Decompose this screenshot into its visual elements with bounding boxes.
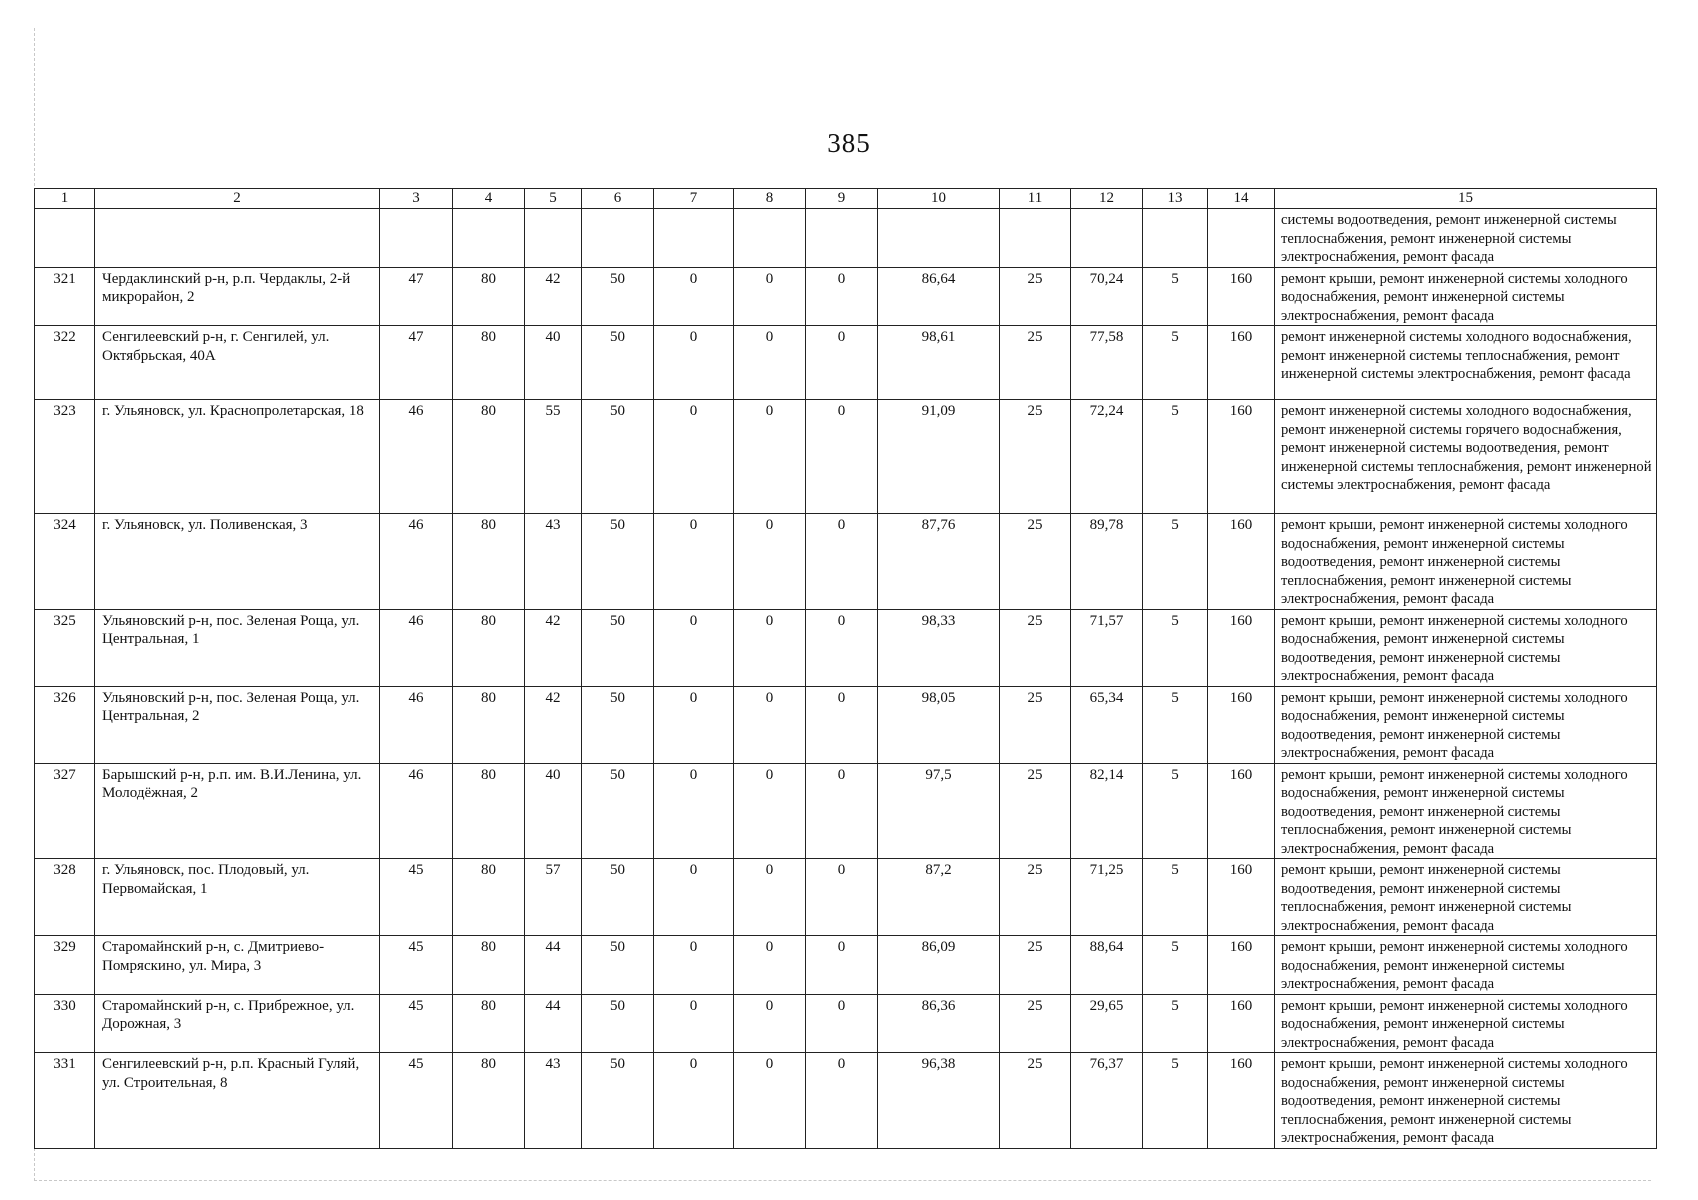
column-header: 5 xyxy=(525,189,582,209)
address-cell: Старомайнский р-н, с. Прибрежное, ул. Дорожная, 3 xyxy=(95,994,380,1053)
value-cell: 55 xyxy=(525,400,582,514)
value-cell: 0 xyxy=(734,514,806,610)
value-cell: 80 xyxy=(453,609,525,686)
value-cell: 0 xyxy=(654,326,734,400)
value-cell: 72,24 xyxy=(1071,400,1143,514)
table-row xyxy=(35,326,1657,400)
value-cell: 5 xyxy=(1143,859,1208,936)
value-cell: 160 xyxy=(1208,326,1275,400)
table-row xyxy=(35,609,1657,686)
row-number-cell: 330 xyxy=(35,994,95,1053)
table-row xyxy=(35,400,1657,514)
value-cell: 46 xyxy=(380,686,453,763)
column-header: 8 xyxy=(734,189,806,209)
works-list-cell: ремонт крыши, ремонт инженерной системы холодного водоснабжения, ремонт инженерной системы водоотведения, ремонт инженерной системы теплоснабжения, ремонт инженерной системы электроснабжения, ремонт фасада xyxy=(1275,763,1657,859)
value-cell: 98,61 xyxy=(878,326,1000,400)
value-cell: 0 xyxy=(734,994,806,1053)
column-header: 2 xyxy=(95,189,380,209)
value-cell: 160 xyxy=(1208,1053,1275,1149)
address-cell: Сенгилеевский р-н, р.п. Красный Гуляй, ул. Строительная, 8 xyxy=(95,1053,380,1149)
table-row xyxy=(35,859,1657,936)
value-cell: 80 xyxy=(453,400,525,514)
value-cell: 0 xyxy=(654,763,734,859)
value-cell: 0 xyxy=(806,994,878,1053)
table-row xyxy=(35,1053,1657,1149)
table-row xyxy=(35,763,1657,859)
value-cell: 0 xyxy=(734,686,806,763)
address-cell: Ульяновский р-н, пос. Зеленая Роща, ул. Центральная, 1 xyxy=(95,609,380,686)
value-cell: 0 xyxy=(654,514,734,610)
value-cell: 76,37 xyxy=(1071,1053,1143,1149)
value-cell: 0 xyxy=(734,267,806,326)
value-cell: 25 xyxy=(1000,686,1071,763)
value-cell: 50 xyxy=(582,763,654,859)
value-cell: 25 xyxy=(1000,400,1071,514)
value-cell: 45 xyxy=(380,994,453,1053)
value-cell: 5 xyxy=(1143,936,1208,995)
value-cell xyxy=(525,209,582,268)
works-list-cell: ремонт крыши, ремонт инженерной системы холодного водоснабжения, ремонт инженерной системы водоотведения, ремонт инженерной системы электроснабжения, ремонт фасада xyxy=(1275,609,1657,686)
value-cell: 0 xyxy=(654,1053,734,1149)
value-cell: 25 xyxy=(1000,859,1071,936)
table-row xyxy=(35,936,1657,995)
header-row xyxy=(35,189,1657,209)
column-header: 10 xyxy=(878,189,1000,209)
row-number-cell xyxy=(35,209,95,268)
row-number-cell: 324 xyxy=(35,514,95,610)
value-cell xyxy=(734,209,806,268)
address-cell: г. Ульяновск, ул. Краснопролетарская, 18 xyxy=(95,400,380,514)
value-cell: 89,78 xyxy=(1071,514,1143,610)
value-cell: 0 xyxy=(734,609,806,686)
address-cell: Сенгилеевский р-н, г. Сенгилей, ул. Октябрьская, 40А xyxy=(95,326,380,400)
value-cell: 0 xyxy=(734,1053,806,1149)
row-number-cell: 321 xyxy=(35,267,95,326)
row-number-cell: 331 xyxy=(35,1053,95,1149)
value-cell: 0 xyxy=(654,994,734,1053)
value-cell: 0 xyxy=(806,1053,878,1149)
value-cell: 80 xyxy=(453,686,525,763)
value-cell: 5 xyxy=(1143,686,1208,763)
works-table xyxy=(34,188,1657,1149)
value-cell: 98,33 xyxy=(878,609,1000,686)
table-body xyxy=(35,189,1657,1149)
works-list-cell: ремонт крыши, ремонт инженерной системы холодного водоснабжения, ремонт инженерной системы водоотведения, ремонт инженерной системы теплоснабжения, ремонт инженерной системы электроснабжения, ремонт фасада xyxy=(1275,514,1657,610)
value-cell: 25 xyxy=(1000,326,1071,400)
value-cell: 160 xyxy=(1208,609,1275,686)
value-cell: 0 xyxy=(806,763,878,859)
value-cell: 97,5 xyxy=(878,763,1000,859)
value-cell: 160 xyxy=(1208,514,1275,610)
value-cell: 50 xyxy=(582,267,654,326)
row-number-cell: 326 xyxy=(35,686,95,763)
page-number: 385 xyxy=(827,128,871,158)
value-cell: 50 xyxy=(582,994,654,1053)
value-cell xyxy=(654,209,734,268)
address-cell: Ульяновский р-н, пос. Зеленая Роща, ул. Центральная, 2 xyxy=(95,686,380,763)
value-cell: 86,64 xyxy=(878,267,1000,326)
value-cell: 46 xyxy=(380,609,453,686)
value-cell: 80 xyxy=(453,859,525,936)
column-header: 3 xyxy=(380,189,453,209)
value-cell: 57 xyxy=(525,859,582,936)
value-cell xyxy=(1143,209,1208,268)
value-cell: 0 xyxy=(654,936,734,995)
column-header: 9 xyxy=(806,189,878,209)
column-header: 1 xyxy=(35,189,95,209)
works-list-cell: ремонт крыши, ремонт инженерной системы холодного водоснабжения, ремонт инженерной системы водоотведения, ремонт инженерной системы электроснабжения, ремонт фасада xyxy=(1275,686,1657,763)
column-header: 12 xyxy=(1071,189,1143,209)
value-cell: 25 xyxy=(1000,936,1071,995)
works-list-cell: ремонт инженерной системы холодного водоснабжения, ремонт инженерной системы теплоснабжения, ремонт инженерной системы электроснабжения, ремонт фасада xyxy=(1275,326,1657,400)
value-cell: 0 xyxy=(734,400,806,514)
value-cell: 65,34 xyxy=(1071,686,1143,763)
works-list-cell: системы водоотведения, ремонт инженерной системы теплоснабжения, ремонт инженерной системы электроснабжения, ремонт фасада xyxy=(1275,209,1657,268)
table-row xyxy=(35,686,1657,763)
value-cell: 45 xyxy=(380,1053,453,1149)
value-cell xyxy=(878,209,1000,268)
column-header: 4 xyxy=(453,189,525,209)
value-cell: 45 xyxy=(380,859,453,936)
value-cell: 87,76 xyxy=(878,514,1000,610)
value-cell: 50 xyxy=(582,514,654,610)
value-cell: 0 xyxy=(806,267,878,326)
value-cell: 0 xyxy=(734,859,806,936)
value-cell: 80 xyxy=(453,326,525,400)
row-number-cell: 322 xyxy=(35,326,95,400)
table-row xyxy=(35,209,1657,268)
value-cell: 160 xyxy=(1208,400,1275,514)
value-cell: 46 xyxy=(380,763,453,859)
column-header: 14 xyxy=(1208,189,1275,209)
value-cell: 0 xyxy=(734,936,806,995)
value-cell: 80 xyxy=(453,514,525,610)
value-cell: 0 xyxy=(654,859,734,936)
value-cell: 43 xyxy=(525,1053,582,1149)
value-cell: 80 xyxy=(453,763,525,859)
value-cell: 80 xyxy=(453,1053,525,1149)
address-cell: г. Ульяновск, пос. Плодовый, ул. Первомайская, 1 xyxy=(95,859,380,936)
value-cell: 5 xyxy=(1143,400,1208,514)
value-cell: 86,36 xyxy=(878,994,1000,1053)
value-cell: 5 xyxy=(1143,609,1208,686)
value-cell: 80 xyxy=(453,994,525,1053)
value-cell: 47 xyxy=(380,267,453,326)
works-list-cell: ремонт крыши, ремонт инженерной системы холодного водоснабжения, ремонт инженерной системы электроснабжения, ремонт фасада xyxy=(1275,267,1657,326)
row-number-cell: 325 xyxy=(35,609,95,686)
value-cell: 86,09 xyxy=(878,936,1000,995)
value-cell: 5 xyxy=(1143,326,1208,400)
value-cell: 71,57 xyxy=(1071,609,1143,686)
value-cell: 0 xyxy=(806,609,878,686)
value-cell: 42 xyxy=(525,267,582,326)
value-cell: 91,09 xyxy=(878,400,1000,514)
value-cell: 25 xyxy=(1000,514,1071,610)
value-cell: 88,64 xyxy=(1071,936,1143,995)
works-list-cell: ремонт крыши, ремонт инженерной системы холодного водоснабжения, ремонт инженерной системы водоотведения, ремонт инженерной системы теплоснабжения, ремонт инженерной системы электроснабжения, ремонт фасада xyxy=(1275,1053,1657,1149)
value-cell: 43 xyxy=(525,514,582,610)
value-cell: 160 xyxy=(1208,267,1275,326)
value-cell: 77,58 xyxy=(1071,326,1143,400)
value-cell: 50 xyxy=(582,1053,654,1149)
works-list-cell: ремонт инженерной системы холодного водоснабжения, ремонт инженерной системы горячего водоснабжения, ремонт инженерной системы водоотведения, ремонт инженерной системы теплоснабжения, ремонт инженерной системы электроснабжения, ремонт фасада xyxy=(1275,400,1657,514)
column-header: 6 xyxy=(582,189,654,209)
column-header: 11 xyxy=(1000,189,1071,209)
value-cell: 5 xyxy=(1143,514,1208,610)
value-cell: 82,14 xyxy=(1071,763,1143,859)
value-cell: 160 xyxy=(1208,859,1275,936)
value-cell: 0 xyxy=(806,686,878,763)
value-cell: 5 xyxy=(1143,994,1208,1053)
value-cell: 80 xyxy=(453,267,525,326)
value-cell: 5 xyxy=(1143,1053,1208,1149)
column-header: 7 xyxy=(654,189,734,209)
value-cell: 0 xyxy=(734,763,806,859)
value-cell: 0 xyxy=(806,400,878,514)
value-cell: 29,65 xyxy=(1071,994,1143,1053)
value-cell: 70,24 xyxy=(1071,267,1143,326)
table-row xyxy=(35,514,1657,610)
value-cell: 0 xyxy=(654,400,734,514)
value-cell: 40 xyxy=(525,763,582,859)
address-cell: Чердаклинский р-н, р.п. Чердаклы, 2-й микрорайон, 2 xyxy=(95,267,380,326)
value-cell xyxy=(806,209,878,268)
value-cell: 25 xyxy=(1000,994,1071,1053)
value-cell: 160 xyxy=(1208,936,1275,995)
works-list-cell: ремонт крыши, ремонт инженерной системы водоотведения, ремонт инженерной системы теплоснабжения, ремонт инженерной системы электроснабжения, ремонт фасада xyxy=(1275,859,1657,936)
value-cell: 46 xyxy=(380,514,453,610)
value-cell: 160 xyxy=(1208,994,1275,1053)
value-cell: 0 xyxy=(806,514,878,610)
value-cell: 0 xyxy=(654,686,734,763)
table-row xyxy=(35,994,1657,1053)
row-number-cell: 328 xyxy=(35,859,95,936)
value-cell: 71,25 xyxy=(1071,859,1143,936)
value-cell: 98,05 xyxy=(878,686,1000,763)
value-cell: 50 xyxy=(582,609,654,686)
row-number-cell: 327 xyxy=(35,763,95,859)
value-cell xyxy=(1208,209,1275,268)
column-header: 13 xyxy=(1143,189,1208,209)
value-cell: 5 xyxy=(1143,267,1208,326)
value-cell: 42 xyxy=(525,686,582,763)
value-cell: 0 xyxy=(654,609,734,686)
value-cell: 25 xyxy=(1000,267,1071,326)
value-cell: 46 xyxy=(380,400,453,514)
value-cell: 25 xyxy=(1000,1053,1071,1149)
value-cell: 44 xyxy=(525,994,582,1053)
value-cell: 0 xyxy=(654,267,734,326)
address-cell: Старомайнский р-н, с. Дмитриево-Помряскино, ул. Мира, 3 xyxy=(95,936,380,995)
value-cell: 0 xyxy=(806,936,878,995)
value-cell: 25 xyxy=(1000,763,1071,859)
works-list-cell: ремонт крыши, ремонт инженерной системы холодного водоснабжения, ремонт инженерной системы электроснабжения, ремонт фасада xyxy=(1275,936,1657,995)
value-cell: 50 xyxy=(582,326,654,400)
value-cell: 50 xyxy=(582,400,654,514)
value-cell: 160 xyxy=(1208,763,1275,859)
table-row xyxy=(35,267,1657,326)
value-cell: 0 xyxy=(806,859,878,936)
value-cell: 96,38 xyxy=(878,1053,1000,1149)
value-cell xyxy=(1000,209,1071,268)
value-cell: 50 xyxy=(582,859,654,936)
value-cell: 42 xyxy=(525,609,582,686)
value-cell: 160 xyxy=(1208,686,1275,763)
address-cell: Барышский р-н, р.п. им. В.И.Ленина, ул. Молодёжная, 2 xyxy=(95,763,380,859)
value-cell: 5 xyxy=(1143,763,1208,859)
value-cell: 45 xyxy=(380,936,453,995)
value-cell xyxy=(453,209,525,268)
value-cell: 87,2 xyxy=(878,859,1000,936)
value-cell: 40 xyxy=(525,326,582,400)
value-cell: 0 xyxy=(734,326,806,400)
value-cell: 50 xyxy=(582,936,654,995)
works-list-cell: ремонт крыши, ремонт инженерной системы холодного водоснабжения, ремонт инженерной системы электроснабжения, ремонт фасада xyxy=(1275,994,1657,1053)
value-cell xyxy=(1071,209,1143,268)
value-cell: 0 xyxy=(806,326,878,400)
value-cell: 50 xyxy=(582,686,654,763)
value-cell: 80 xyxy=(453,936,525,995)
address-cell: г. Ульяновск, ул. Поливенская, 3 xyxy=(95,514,380,610)
value-cell xyxy=(582,209,654,268)
value-cell: 25 xyxy=(1000,609,1071,686)
value-cell: 47 xyxy=(380,326,453,400)
address-cell xyxy=(95,209,380,268)
value-cell: 44 xyxy=(525,936,582,995)
value-cell xyxy=(380,209,453,268)
row-number-cell: 329 xyxy=(35,936,95,995)
row-number-cell: 323 xyxy=(35,400,95,514)
column-header: 15 xyxy=(1275,189,1657,209)
